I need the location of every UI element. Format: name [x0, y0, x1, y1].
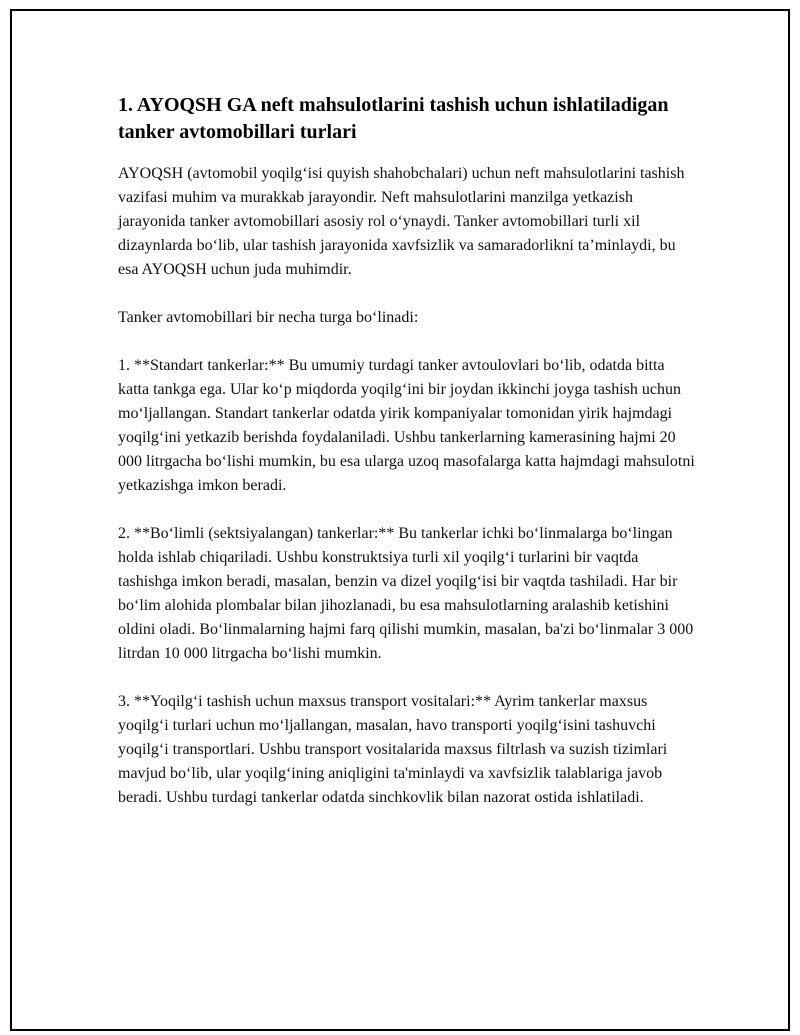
- document-body: [118, 92, 698, 810]
- section-heading: 1. AYOQSH GA neft mahsulotlarini tashish uchun ishlatiladigan tanker avtomobillari turlari: [118, 94, 669, 143]
- sectioned-tankers-paragraph: 2. **Bo‘limli (sektsiyalangan) tankerlar:** Bu tankerlar ichki bo‘linmalarga bo‘lingan holda ishlab chiqariladi. Ushbu konstruktsiya turli xil yoqilg‘i turlarini bir vaqtda tashishga imkon beradi, masalan, benzin va dizel yoqilg‘isi bir vaqtda tashiladi. Har bir bo‘lim alohida plombalar bilan jihozlanadi, bu esa mahsulotlarning aralashib ketishini oldini oladi. Bo‘linmalarning hajmi farq qilishi mumkin, masalan, ba'zi bo‘linmalar 3 000 litrdan 10 000 litrgacha bo‘lishi mumkin.: [118, 525, 694, 662]
- types-lead-paragraph: Tanker avtomobillari bir necha turga bo‘linadi:: [118, 309, 419, 326]
- intro-paragraph: AYOQSH (avtomobil yoqilg‘isi quyish shahobchalari) uchun neft mahsulotlarini tashish vazifasi muhim va murakkab jarayondir. Neft mahsulotlarini manzilga yetkazish jarayonida tanker avtomobillari asosiy rol o‘ynaydi. Tanker avtomobillari turli xil dizaynlarda bo‘lib, ular tashish jarayonida xavfsizlik va samaradorlikni ta’minlaydi, bu esa AYOQSH uchun juda muhimdir.: [118, 165, 685, 278]
- standard-tankers-paragraph: 1. **Standart tankerlar:** Bu umumiy turdagi tanker avtoulovlari bo‘lib, odatda bitta katta tankga ega. Ular ko‘p miqdorda yoqilg‘ini bir joydan ikkinchi joyga tashish uchun mo‘ljallangan. Standart tankerlar odatda yirik kompaniyalar tomonidan yirik hajmdagi yoqilg‘ini yetkazib berishda foydalaniladi. Ushbu tankerlarning kamerasining hajmi 20 000 litrgacha bo‘lishi mumkin, bu esa ularga uzoq masofalarga katta hajmdagi mahsulotni yetkazishga imkon beradi.: [118, 357, 695, 494]
- special-vehicles-paragraph: 3. **Yoqilg‘i tashish uchun maxsus transport vositalari:** Ayrim tankerlar maxsus yoqilg‘i turlari uchun mo‘ljallangan, masalan, havo transporti yoqilg‘isini tashuvchi yoqilg‘i transportlari. Ushbu transport vositalarida maxsus filtrlash va suzish tizimlari mavjud bo‘lib, ular yoqilg‘ining aniqligini ta'minlaydi va xavfsizlik talablariga javob beradi. Ushbu turdagi tankerlar odatda sinchkovlik bilan nazorat ostida ishlatiladi.: [118, 693, 668, 806]
